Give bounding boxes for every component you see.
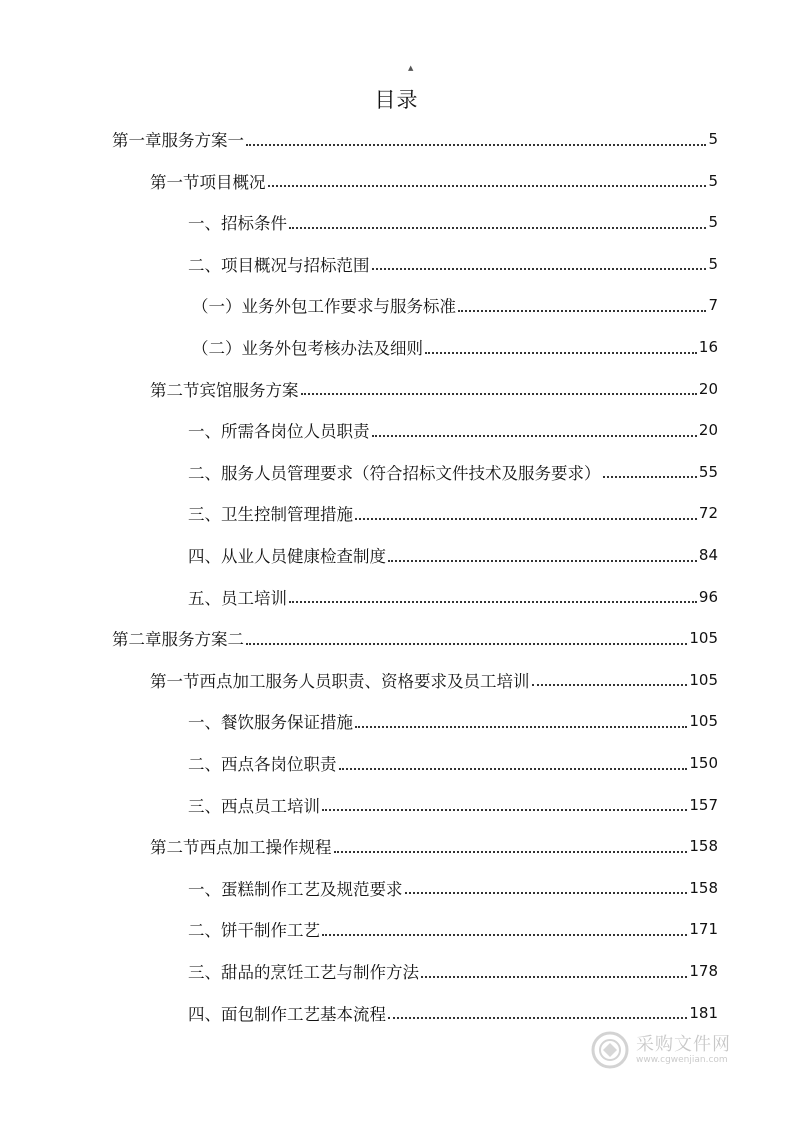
toc-entry-label: 一、蛋糕制作工艺及规范要求 <box>188 879 403 899</box>
toc-entry[interactable] <box>112 617 718 659</box>
toc-entry-page: 84 <box>698 546 718 564</box>
toc-leader-dots <box>603 475 697 478</box>
toc-entry-page: 7 <box>708 296 718 315</box>
toc-leader-dots <box>289 226 706 229</box>
toc-leader-dots <box>458 309 706 312</box>
toc-leader-dots <box>372 434 697 437</box>
toc-entry[interactable] <box>188 492 718 534</box>
toc-entry[interactable] <box>188 950 718 992</box>
toc-entry-page: 5 <box>708 254 718 273</box>
toc-entry-page: 20 <box>698 421 718 440</box>
toc-leader-dots <box>246 143 706 146</box>
toc-leader-dots <box>322 933 687 936</box>
toc-leader-dots <box>405 891 688 894</box>
toc-leader-dots <box>301 392 697 395</box>
toc-entry[interactable] <box>188 742 718 784</box>
toc-leader-dots <box>322 808 687 811</box>
toc-entry[interactable] <box>150 659 718 701</box>
toc-entry[interactable] <box>192 284 718 326</box>
toc-entry-label: 一、所需各岗位人员职责 <box>188 422 370 442</box>
toc-entry-page: 178 <box>689 962 718 980</box>
toc-entry-page: 105 <box>689 712 718 731</box>
toc-leader-dots <box>339 767 688 770</box>
toc-leader-dots <box>355 517 697 520</box>
toc-entry-label: （一）业务外包工作要求与服务标准 <box>192 297 456 317</box>
toc-entry-page: 150 <box>689 754 718 772</box>
toc-entry-label: 第一节西点加工服务人员职责、资格要求及员工培训 <box>150 671 530 691</box>
toc-leader-dots <box>388 559 697 562</box>
toc-entry-label: 二、服务人员管理要求（符合招标文件技术及服务要求） <box>188 463 601 483</box>
toc-entry-label: （二）业务外包考核办法及细则 <box>192 339 423 358</box>
toc-entry-label: 第二章服务方案二 <box>112 630 244 650</box>
toc-entry-page: 105 <box>689 670 718 689</box>
toc-entry-label: 二、西点各岗位职责 <box>188 755 337 774</box>
toc-entry-page: 96 <box>698 587 718 606</box>
toc-entry-label: 三、卫生控制管理措施 <box>188 505 353 525</box>
toc-leader-dots <box>421 975 687 978</box>
toc-entry[interactable] <box>188 451 718 493</box>
toc-entry-label: 第二节西点加工操作规程 <box>150 838 332 858</box>
top-mark: ▲ <box>408 64 414 72</box>
toc-entry-page: 20 <box>698 379 718 398</box>
page-title: 目录 <box>374 88 419 112</box>
toc-entry-label: 第一节项目概况 <box>150 172 266 192</box>
toc-leader-dots <box>268 184 707 187</box>
toc-leader-dots <box>425 351 697 354</box>
toc-entry[interactable] <box>112 118 718 160</box>
toc-entry-page: 55 <box>698 462 718 481</box>
toc-entry[interactable] <box>150 160 718 202</box>
toc-entry-page: 158 <box>689 837 718 856</box>
toc-entry-page: 181 <box>689 1003 718 1022</box>
toc-entry-label: 一、招标条件 <box>188 214 287 234</box>
toc-leader-dots <box>355 725 687 728</box>
toc-entry[interactable] <box>188 409 718 451</box>
toc-entry-page: 5 <box>708 171 718 190</box>
toc-entry-page: 105 <box>689 629 718 648</box>
toc-entry[interactable] <box>188 534 718 576</box>
toc-leader-dots <box>246 642 687 645</box>
toc-leader-dots <box>532 683 688 686</box>
toc-entry-label: 三、西点员工培训 <box>188 796 320 816</box>
watermark-logo-icon <box>590 1030 630 1070</box>
toc-leader-dots <box>334 850 688 853</box>
toc-entry-page: 5 <box>708 213 718 232</box>
watermark <box>590 1028 760 1072</box>
toc-leader-dots <box>388 1016 687 1019</box>
toc-entry[interactable] <box>188 576 718 618</box>
toc-entry-label: 二、项目概况与招标范围 <box>188 255 370 275</box>
toc-entry[interactable] <box>150 825 718 867</box>
toc-entry-label: 四、面包制作工艺基本流程 <box>188 1004 386 1024</box>
toc-entry-label: 第二节宾馆服务方案 <box>150 380 299 400</box>
toc-entry-label: 一、餐饮服务保证措施 <box>188 713 353 733</box>
toc-leader-dots <box>372 267 707 270</box>
toc-entry-page: 158 <box>689 878 718 897</box>
toc-entry-page: 16 <box>698 338 718 356</box>
toc-entry[interactable] <box>188 201 718 243</box>
toc-entry-label: 三、甜品的烹饪工艺与制作方法 <box>188 963 419 982</box>
toc-leader-dots <box>289 600 697 603</box>
toc-entry-label: 五、员工培训 <box>188 588 287 608</box>
watermark-url: www.cgwenjian.com <box>636 1054 728 1065</box>
toc-entry-label: 第一章服务方案一 <box>112 131 244 150</box>
watermark-name: 采购文件网 <box>636 1033 731 1055</box>
toc-entry-label: 二、饼干制作工艺 <box>188 921 320 941</box>
toc-entry[interactable] <box>188 784 718 826</box>
toc-entry[interactable] <box>188 700 718 742</box>
toc-entry[interactable] <box>188 243 718 285</box>
toc-entry-page: 5 <box>708 130 718 148</box>
toc-entry-page: 157 <box>689 795 718 814</box>
toc-entry[interactable] <box>150 368 718 410</box>
toc-entry-page: 72 <box>698 504 718 523</box>
toc-entry-label: 四、从业人员健康检查制度 <box>188 547 386 566</box>
toc-entry[interactable] <box>192 326 718 368</box>
toc-entry-page: 171 <box>689 920 718 939</box>
toc-entry[interactable] <box>188 867 718 909</box>
toc-entry[interactable] <box>188 908 718 950</box>
